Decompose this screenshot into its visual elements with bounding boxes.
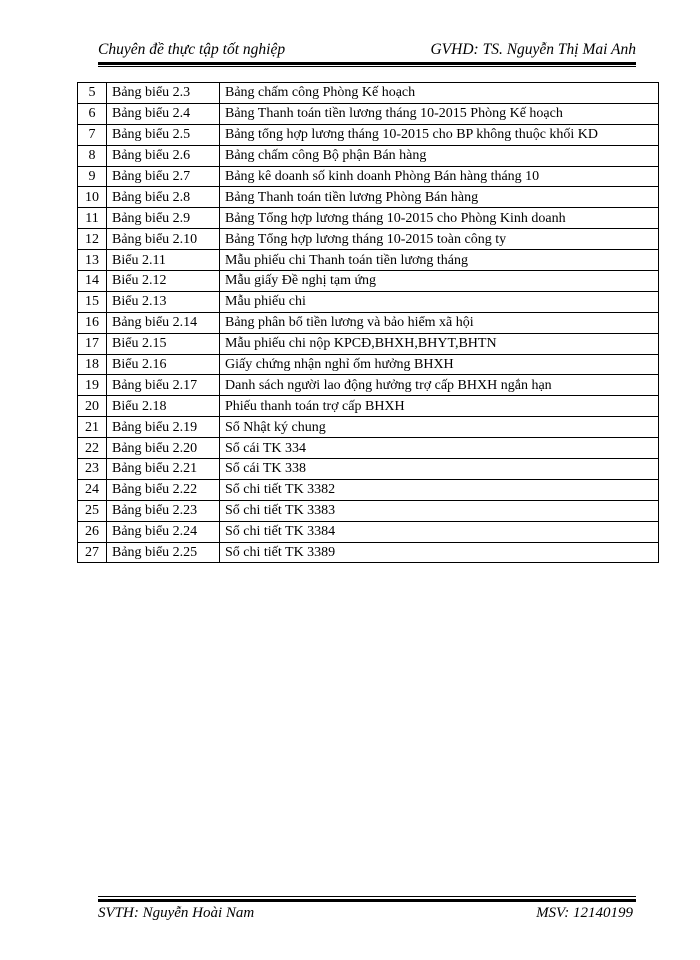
row-code: Bảng biểu 2.17	[107, 375, 220, 396]
table-row	[78, 271, 659, 292]
row-title: Bảng kê doanh số kinh doanh Phòng Bán hàng tháng 10	[220, 166, 659, 187]
row-number: 21	[78, 417, 107, 438]
table-row	[78, 208, 659, 229]
table-row	[78, 438, 659, 459]
row-code: Bảng biểu 2.20	[107, 438, 220, 459]
row-title: Mẫu phiếu chi Thanh toán tiền lương tháng	[220, 250, 659, 271]
table-row	[78, 124, 659, 145]
row-code: Bảng biểu 2.7	[107, 166, 220, 187]
header-rule-thin	[98, 66, 636, 67]
table-row	[78, 500, 659, 521]
row-number: 8	[78, 145, 107, 166]
table-body	[78, 83, 659, 563]
table-row	[78, 145, 659, 166]
row-code: Bảng biểu 2.19	[107, 417, 220, 438]
row-code: Biểu 2.12	[107, 271, 220, 292]
row-title: Sổ chi tiết TK 3382	[220, 479, 659, 500]
row-code: Bảng biểu 2.24	[107, 521, 220, 542]
row-code: Bảng biểu 2.9	[107, 208, 220, 229]
header-rule-thick	[98, 62, 636, 65]
row-number: 23	[78, 459, 107, 480]
row-title: Sổ chi tiết TK 3384	[220, 521, 659, 542]
row-code: Bảng biểu 2.3	[107, 83, 220, 104]
row-number: 9	[78, 166, 107, 187]
row-number: 6	[78, 103, 107, 124]
row-number: 26	[78, 521, 107, 542]
row-code: Bảng biểu 2.5	[107, 124, 220, 145]
row-number: 5	[78, 83, 107, 104]
row-title: Sổ chi tiết TK 3383	[220, 500, 659, 521]
row-title: Giấy chứng nhận nghỉ ốm hưởng BHXH	[220, 354, 659, 375]
row-title: Sổ chi tiết TK 3389	[220, 542, 659, 563]
row-title: Sổ cái TK 334	[220, 438, 659, 459]
row-code: Bảng biểu 2.25	[107, 542, 220, 563]
row-number: 19	[78, 375, 107, 396]
row-number: 22	[78, 438, 107, 459]
table-of-figures	[77, 82, 659, 563]
table-row	[78, 229, 659, 250]
row-code: Bảng biểu 2.10	[107, 229, 220, 250]
row-title: Mẫu phiếu chi	[220, 291, 659, 312]
row-number: 7	[78, 124, 107, 145]
row-code: Bảng biểu 2.4	[107, 103, 220, 124]
table-row	[78, 354, 659, 375]
row-code: Biểu 2.15	[107, 333, 220, 354]
table-row	[78, 396, 659, 417]
row-code: Biểu 2.11	[107, 250, 220, 271]
footer-rule-thin	[98, 896, 636, 897]
table-row	[78, 312, 659, 333]
row-title: Sổ cái TK 338	[220, 459, 659, 480]
table-row	[78, 250, 659, 271]
row-code: Biểu 2.18	[107, 396, 220, 417]
row-number: 11	[78, 208, 107, 229]
page-header	[98, 41, 636, 61]
table-row	[78, 166, 659, 187]
row-number: 10	[78, 187, 107, 208]
row-title: Bảng chấm công Phòng Kế hoạch	[220, 83, 659, 104]
table-row	[78, 103, 659, 124]
row-code: Bảng biểu 2.14	[107, 312, 220, 333]
row-code: Biểu 2.16	[107, 354, 220, 375]
table-row	[78, 479, 659, 500]
table-row	[78, 291, 659, 312]
table-row	[78, 542, 659, 563]
row-title: Phiếu thanh toán trợ cấp BHXH	[220, 396, 659, 417]
row-number: 25	[78, 500, 107, 521]
table-row	[78, 417, 659, 438]
row-number: 12	[78, 229, 107, 250]
row-title: Bảng chấm công Bộ phận Bán hàng	[220, 145, 659, 166]
table-row	[78, 187, 659, 208]
row-code: Bảng biểu 2.8	[107, 187, 220, 208]
row-title: Mẫu giấy Đề nghị tạm ứng	[220, 271, 659, 292]
header-supervisor: GVHD: TS. Nguyễn Thị Mai Anh	[430, 41, 636, 58]
row-title: Sổ Nhật ký chung	[220, 417, 659, 438]
footer-student-id: MSV: 12140199	[536, 905, 633, 921]
row-title: Mẫu phiếu chi nộp KPCĐ,BHXH,BHYT,BHTN	[220, 333, 659, 354]
row-number: 14	[78, 271, 107, 292]
row-number: 18	[78, 354, 107, 375]
row-title: Danh sách người lao động hưởng trợ cấp BHXH ngắn hạn	[220, 375, 659, 396]
row-number: 17	[78, 333, 107, 354]
table-row	[78, 459, 659, 480]
row-title: Bảng Thanh toán tiền lương tháng 10-2015 Phòng Kế hoạch	[220, 103, 659, 124]
table-row	[78, 521, 659, 542]
row-number: 13	[78, 250, 107, 271]
row-title: Bảng Thanh toán tiền lương Phòng Bán hàng	[220, 187, 659, 208]
footer-rule-thick	[98, 899, 636, 902]
row-number: 15	[78, 291, 107, 312]
row-code: Biểu 2.13	[107, 291, 220, 312]
row-code: Bảng biểu 2.22	[107, 479, 220, 500]
row-title: Bảng Tổng hợp lương tháng 10-2015 toàn công ty	[220, 229, 659, 250]
row-number: 24	[78, 479, 107, 500]
row-code: Bảng biểu 2.21	[107, 459, 220, 480]
table-row	[78, 333, 659, 354]
row-number: 20	[78, 396, 107, 417]
header-report-title: Chuyên đề thực tập tốt nghiệp	[98, 41, 286, 58]
row-number: 27	[78, 542, 107, 563]
row-title: Bảng Tổng hợp lương tháng 10-2015 cho Phòng Kinh doanh	[220, 208, 659, 229]
row-code: Bảng biểu 2.23	[107, 500, 220, 521]
row-number: 16	[78, 312, 107, 333]
row-title: Bảng tổng hợp lương tháng 10-2015 cho BP không thuộc khối KD	[220, 124, 659, 145]
page-footer	[98, 905, 633, 925]
table-row	[78, 83, 659, 104]
footer-student: SVTH: Nguyễn Hoài Nam	[98, 905, 255, 921]
row-title: Bảng phân bổ tiền lương và bảo hiểm xã hội	[220, 312, 659, 333]
row-code: Bảng biểu 2.6	[107, 145, 220, 166]
table-row	[78, 375, 659, 396]
